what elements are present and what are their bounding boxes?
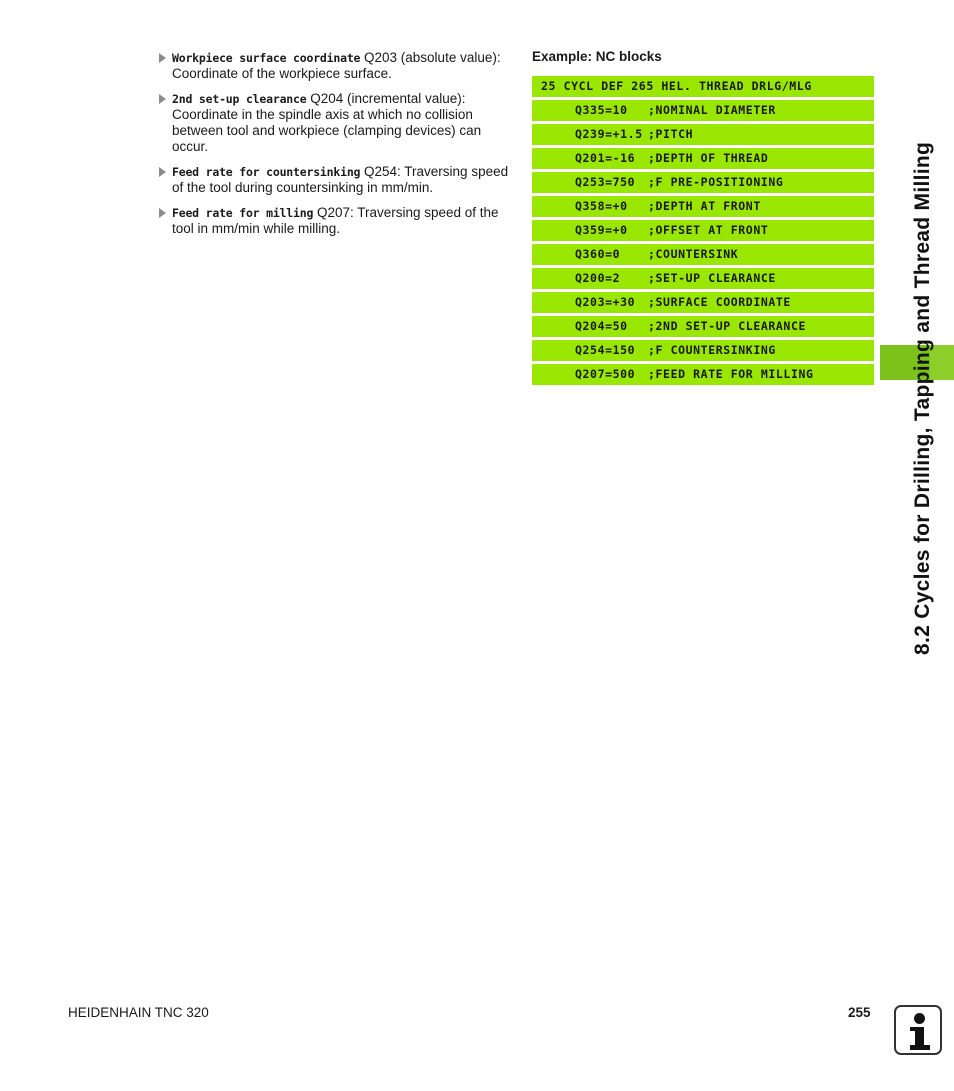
- param-key: Feed rate for milling: [172, 206, 314, 220]
- nc-row: [532, 268, 874, 289]
- param-text: Q203 (absolute value): Coordinate of the workpiece surface.: [172, 50, 501, 81]
- info-icon: [894, 1005, 942, 1055]
- param-key: 2nd set-up clearance: [172, 92, 307, 106]
- nc-comment: ;PITCH: [648, 127, 694, 141]
- param-item: [159, 164, 519, 196]
- nc-comment: ;2ND SET-UP CLEARANCE: [648, 319, 806, 333]
- nc-code: Q200=2: [575, 271, 621, 285]
- nc-code: Q239=+1.5: [575, 127, 643, 141]
- param-text: Q254: Traversing speed of the tool during countersinking in mm/min.: [172, 164, 509, 195]
- param-text: Q207: Traversing speed of the tool in mm/min while milling.: [172, 205, 499, 236]
- nc-code: Q203=+30: [575, 295, 636, 309]
- param-key: Workpiece surface coordinate: [172, 51, 361, 65]
- nc-comment: ;COUNTERSINK: [648, 247, 739, 261]
- nc-comment: ;OFFSET AT FRONT: [648, 223, 769, 237]
- nc-block-table: [532, 76, 874, 388]
- nc-code: Q359=+0: [575, 223, 628, 237]
- nc-row: [532, 196, 874, 217]
- nc-code: Q335=10: [575, 103, 628, 117]
- nc-comment: ;DEPTH OF THREAD: [648, 151, 769, 165]
- nc-comment: ;F COUNTERSINKING: [648, 343, 776, 357]
- nc-row: [532, 220, 874, 241]
- nc-code: Q358=+0: [575, 199, 628, 213]
- nc-row: [532, 100, 874, 121]
- nc-code: Q253=750: [575, 175, 636, 189]
- parameter-list: [159, 50, 519, 246]
- nc-comment: ;F PRE-POSITIONING: [648, 175, 784, 189]
- nc-row: [532, 364, 874, 385]
- info-icon-base: [910, 1045, 930, 1050]
- nc-comment: ;DEPTH AT FRONT: [648, 199, 761, 213]
- nc-code: Q204=50: [575, 319, 628, 333]
- nc-code: Q254=150: [575, 343, 636, 357]
- info-icon-dot: [914, 1013, 925, 1024]
- nc-code: Q360=0: [575, 247, 621, 261]
- footer-product: HEIDENHAIN TNC 320: [68, 1005, 209, 1020]
- page-number: 255: [848, 1005, 871, 1020]
- nc-code: Q207=500: [575, 367, 636, 381]
- nc-row: [532, 340, 874, 361]
- nc-row: [532, 316, 874, 337]
- nc-header-text: 25 CYCL DEF 265 HEL. THREAD DRLG/MLG: [541, 79, 812, 93]
- nc-comment: ;SURFACE COORDINATE: [648, 295, 791, 309]
- param-key: Feed rate for countersinking: [172, 165, 361, 179]
- nc-row: [532, 148, 874, 169]
- nc-comment: ;FEED RATE FOR MILLING: [648, 367, 814, 381]
- bullet-arrow-icon: [159, 94, 166, 104]
- chapter-side-title: 8.2 Cycles for Drilling, Tapping and Thread Milling: [911, 141, 934, 655]
- nc-row: [532, 124, 874, 145]
- nc-row: [532, 172, 874, 193]
- param-item: [159, 91, 519, 155]
- param-text: Q204 (incremental value): Coordinate in the spindle axis at which no collision between tool and workpiece (clamping devices) can occur.: [172, 91, 482, 154]
- param-item: [159, 50, 519, 82]
- bullet-arrow-icon: [159, 167, 166, 177]
- nc-comment: ;NOMINAL DIAMETER: [648, 103, 776, 117]
- nc-header-row: [532, 76, 874, 97]
- nc-row: [532, 244, 874, 265]
- nc-row: [532, 292, 874, 313]
- bullet-arrow-icon: [159, 208, 166, 218]
- nc-code: Q201=-16: [575, 151, 636, 165]
- nc-comment: ;SET-UP CLEARANCE: [648, 271, 776, 285]
- param-item: [159, 205, 519, 237]
- bullet-arrow-icon: [159, 53, 166, 63]
- example-title: Example: NC blocks: [532, 49, 662, 64]
